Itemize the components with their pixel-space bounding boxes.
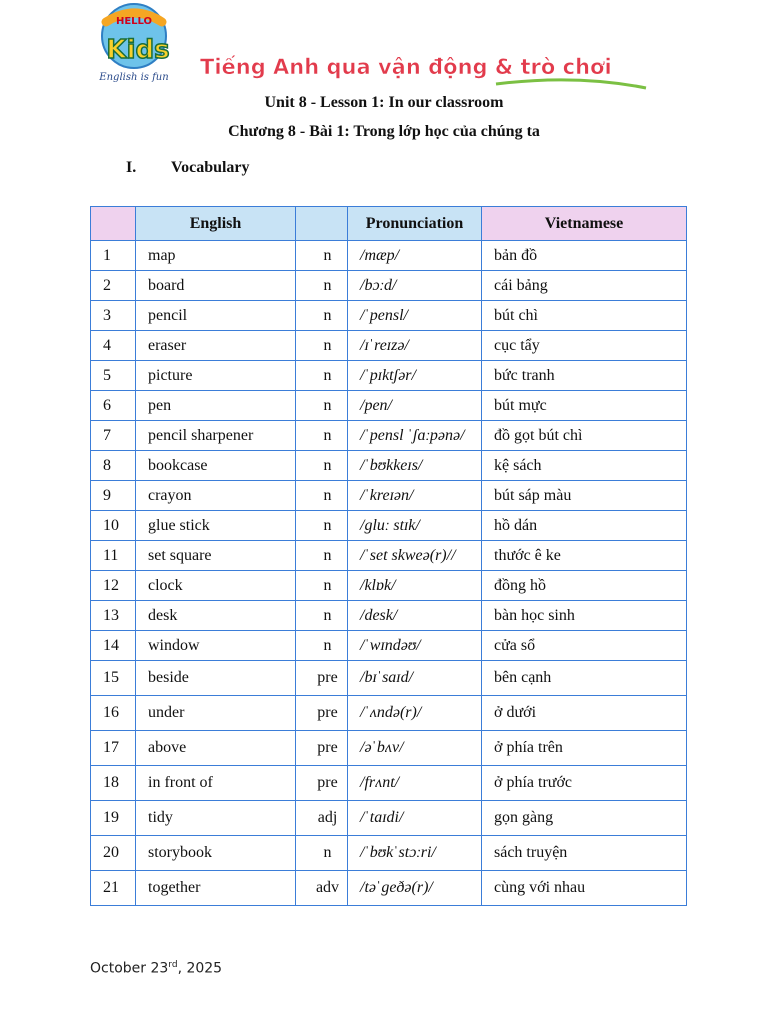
english-word: tidy — [136, 801, 296, 836]
vietnamese-meaning: ở phía trước — [482, 766, 687, 801]
table-row — [91, 361, 687, 391]
part-of-speech: n — [296, 451, 348, 481]
part-of-speech: n — [296, 481, 348, 511]
part-of-speech: n — [296, 391, 348, 421]
pronunciation: /əˈbʌv/ — [348, 731, 482, 766]
pronunciation: /ˈbʊkˈstɔːri/ — [348, 836, 482, 871]
pronunciation: /pen/ — [348, 391, 482, 421]
hello-kids-logo — [96, 2, 180, 88]
english-word: board — [136, 271, 296, 301]
part-of-speech: n — [296, 631, 348, 661]
pronunciation: /frʌnt/ — [348, 766, 482, 801]
pronunciation: /təˈgeðə(r)/ — [348, 871, 482, 906]
svg-text:English is fun: English is fun — [99, 72, 169, 83]
table-row — [91, 481, 687, 511]
row-number: 9 — [91, 481, 136, 511]
row-number: 5 — [91, 361, 136, 391]
vietnamese-meaning: sách truyện — [482, 836, 687, 871]
table-row — [91, 541, 687, 571]
english-word: in front of — [136, 766, 296, 801]
part-of-speech: n — [296, 271, 348, 301]
english-word: pen — [136, 391, 296, 421]
table-row — [91, 801, 687, 836]
english-word: beside — [136, 661, 296, 696]
table-row — [91, 631, 687, 661]
row-number: 4 — [91, 331, 136, 361]
header-english: English — [136, 207, 296, 241]
vietnamese-meaning: cục tẩy — [482, 331, 687, 361]
pronunciation: /ˈtaɪdi/ — [348, 801, 482, 836]
part-of-speech: pre — [296, 696, 348, 731]
part-of-speech: n — [296, 421, 348, 451]
vietnamese-meaning: bút sáp màu — [482, 481, 687, 511]
row-number: 12 — [91, 571, 136, 601]
table-row — [91, 511, 687, 541]
english-word: storybook — [136, 836, 296, 871]
part-of-speech: pre — [296, 766, 348, 801]
pronunciation: /ˈpensl/ — [348, 301, 482, 331]
table-row — [91, 241, 687, 271]
page-header — [0, 0, 768, 92]
part-of-speech: n — [296, 601, 348, 631]
pronunciation: /mæp/ — [348, 241, 482, 271]
vietnamese-meaning: ở phía trên — [482, 731, 687, 766]
table-row — [91, 696, 687, 731]
header-number — [91, 207, 136, 241]
vocabulary-table — [90, 206, 687, 906]
pronunciation: /gluː stɪk/ — [348, 511, 482, 541]
vietnamese-meaning: cùng với nhau — [482, 871, 687, 906]
english-word: bookcase — [136, 451, 296, 481]
row-number: 16 — [91, 696, 136, 731]
part-of-speech: pre — [296, 731, 348, 766]
pronunciation: /ˈʌndə(r)/ — [348, 696, 482, 731]
header-pronunciation: Pronunciation — [348, 207, 482, 241]
part-of-speech: n — [296, 301, 348, 331]
date-ordinal: rd — [168, 960, 178, 970]
table-row — [91, 661, 687, 696]
vietnamese-meaning: cửa sổ — [482, 631, 687, 661]
date-text: October 23 — [90, 960, 169, 977]
part-of-speech: adj — [296, 801, 348, 836]
pronunciation: /ˈwɪndəʊ/ — [348, 631, 482, 661]
row-number: 3 — [91, 301, 136, 331]
vietnamese-meaning: bức tranh — [482, 361, 687, 391]
vietnamese-meaning: hồ dán — [482, 511, 687, 541]
row-number: 20 — [91, 836, 136, 871]
vietnamese-meaning: bản đồ — [482, 241, 687, 271]
vietnamese-meaning: bút mực — [482, 391, 687, 421]
vietnamese-meaning: đồ gọt bút chì — [482, 421, 687, 451]
lesson-title-vietnamese: Chương 8 - Bài 1: Trong lớp học của chúng ta — [228, 123, 540, 140]
table-row — [91, 331, 687, 361]
part-of-speech: n — [296, 836, 348, 871]
english-word: under — [136, 696, 296, 731]
row-number: 10 — [91, 511, 136, 541]
vietnamese-meaning: đồng hồ — [482, 571, 687, 601]
table-row — [91, 766, 687, 801]
english-word: set square — [136, 541, 296, 571]
part-of-speech: adv — [296, 871, 348, 906]
pronunciation: /desk/ — [348, 601, 482, 631]
part-of-speech: n — [296, 571, 348, 601]
table-row — [91, 271, 687, 301]
part-of-speech: n — [296, 331, 348, 361]
part-of-speech: pre — [296, 661, 348, 696]
pronunciation: /bɔːd/ — [348, 271, 482, 301]
vietnamese-meaning: cái bảng — [482, 271, 687, 301]
part-of-speech: n — [296, 241, 348, 271]
vietnamese-meaning: ở dưới — [482, 696, 687, 731]
table-row — [91, 301, 687, 331]
english-word: crayon — [136, 481, 296, 511]
row-number: 21 — [91, 871, 136, 906]
table-row — [91, 731, 687, 766]
section-heading — [126, 159, 250, 177]
pronunciation: /klɒk/ — [348, 571, 482, 601]
banner-title — [196, 44, 648, 90]
date-year: , 2025 — [177, 960, 223, 977]
table-row — [91, 836, 687, 871]
row-number: 8 — [91, 451, 136, 481]
english-word: map — [136, 241, 296, 271]
row-number: 19 — [91, 801, 136, 836]
pronunciation: /ɪˈreɪzə/ — [348, 331, 482, 361]
english-word: together — [136, 871, 296, 906]
row-number: 6 — [91, 391, 136, 421]
english-word: pencil — [136, 301, 296, 331]
svg-text:Tiếng Anh qua vận động & trò c: Tiếng Anh qua vận động & trò chơi — [200, 55, 612, 79]
vietnamese-meaning: thước ê ke — [482, 541, 687, 571]
svg-text:Kids: Kids — [106, 35, 170, 65]
pronunciation: /bɪˈsaɪd/ — [348, 661, 482, 696]
pronunciation: /ˈset skweə(r)// — [348, 541, 482, 571]
table-row — [91, 421, 687, 451]
pronunciation: /ˈpensl ˈʃɑːpənə/ — [348, 421, 482, 451]
header-vietnamese: Vietnamese — [482, 207, 687, 241]
header-part-of-speech — [296, 207, 348, 241]
row-number: 7 — [91, 421, 136, 451]
row-number: 17 — [91, 731, 136, 766]
english-word: window — [136, 631, 296, 661]
section-label: Vocabulary — [171, 159, 250, 176]
row-number: 2 — [91, 271, 136, 301]
row-number: 1 — [91, 241, 136, 271]
english-word: glue stick — [136, 511, 296, 541]
table-header-row — [91, 207, 687, 241]
vietnamese-meaning: gọn gàng — [482, 801, 687, 836]
section-number: I. — [126, 159, 137, 176]
vietnamese-meaning: kệ sách — [482, 451, 687, 481]
english-word: above — [136, 731, 296, 766]
part-of-speech: n — [296, 541, 348, 571]
table-row — [91, 571, 687, 601]
row-number: 18 — [91, 766, 136, 801]
pronunciation: /ˈkreɪən/ — [348, 481, 482, 511]
svg-text:HELLO: HELLO — [115, 16, 153, 27]
english-word: eraser — [136, 331, 296, 361]
english-word: pencil sharpener — [136, 421, 296, 451]
english-word: desk — [136, 601, 296, 631]
english-word: clock — [136, 571, 296, 601]
table-row — [91, 451, 687, 481]
pronunciation: /ˈpɪktʃər/ — [348, 361, 482, 391]
pronunciation: /ˈbʊkkeɪs/ — [348, 451, 482, 481]
part-of-speech: n — [296, 511, 348, 541]
vietnamese-meaning: bên cạnh — [482, 661, 687, 696]
part-of-speech: n — [296, 361, 348, 391]
lesson-title-english: Unit 8 - Lesson 1: In our classroom — [264, 94, 504, 111]
table-body — [91, 241, 687, 906]
row-number: 15 — [91, 661, 136, 696]
row-number: 11 — [91, 541, 136, 571]
english-word: picture — [136, 361, 296, 391]
table-row — [91, 871, 687, 906]
row-number: 13 — [91, 601, 136, 631]
row-number: 14 — [91, 631, 136, 661]
vietnamese-meaning: bút chì — [482, 301, 687, 331]
table-row — [91, 601, 687, 631]
footer-date — [90, 960, 222, 977]
vietnamese-meaning: bàn học sinh — [482, 601, 687, 631]
table-row — [91, 391, 687, 421]
